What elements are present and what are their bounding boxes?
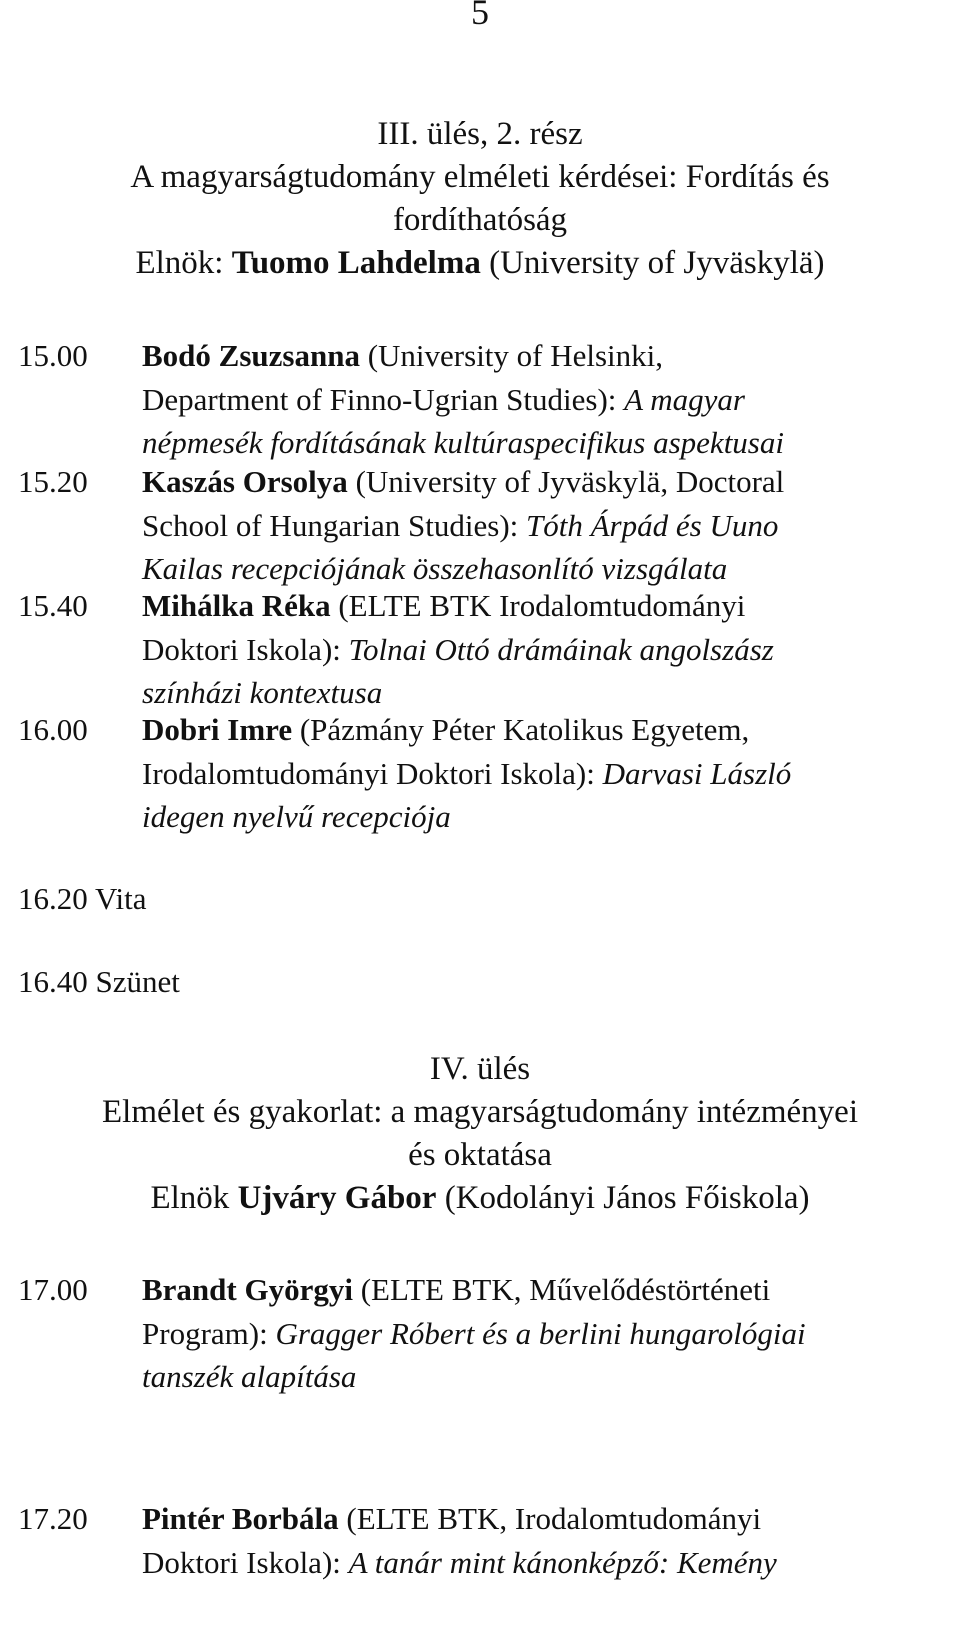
affiliation: Doktori Iskola): — [142, 1544, 349, 1580]
talk-title: Tóth Árpád és Uuno — [526, 507, 779, 543]
entry-body — [142, 1268, 932, 1399]
speaker-name: Brandt Györgyi — [142, 1272, 353, 1307]
affiliation: (ELTE BTK Irodalomtudományi — [330, 588, 746, 623]
session-4-heading: IV. ülés — [429, 1051, 531, 1087]
session-4-topic-line2: és oktatása — [408, 1137, 552, 1173]
talk-title: Darvasi László — [602, 755, 792, 791]
affiliation: (Pázmány Péter Katolikus Egyetem, — [292, 712, 750, 747]
speaker-name: Pintér Borbála — [142, 1501, 339, 1536]
affiliation: School of Hungarian Studies): — [142, 507, 527, 543]
entry-body — [142, 334, 932, 465]
affiliation: Doktori Iskola): — [142, 631, 349, 667]
affiliation: Department of Finno-Ugrian Studies): — [142, 381, 625, 417]
pause-item: 16.40 Szünet — [18, 964, 180, 999]
affiliation: (ELTE BTK, Irodalomtudományi — [338, 1501, 762, 1536]
talk-title: színházi kontextusa — [142, 675, 383, 710]
speaker-name: Kaszás Orsolya — [142, 464, 348, 499]
session-3-header — [0, 113, 960, 285]
entry-time: 16.00 — [18, 712, 88, 747]
talk-title: népmesék fordításának kultúraspecifikus aspektusai — [142, 425, 784, 460]
affiliation: (University of Jyväskylä, Doctoral — [347, 464, 785, 499]
chair-prefix: Elnök — [150, 1180, 238, 1216]
session-3-topic-line1: A magyarságtudomány elméleti kérdései: Fordítás és — [130, 159, 830, 195]
entry-time: 15.20 — [18, 464, 88, 499]
talk-title: Gragger Róbert és a berlini hungarológiai — [275, 1315, 806, 1351]
debate-item: 16.20 Vita — [18, 881, 147, 916]
affiliation: (ELTE BTK, Művelődéstörténeti — [352, 1272, 771, 1307]
talk-title: A magyar — [624, 381, 745, 417]
chair-affiliation: (University of Jyväskylä) — [480, 245, 825, 281]
entry-body — [142, 460, 932, 591]
entry-time: 17.20 — [18, 1501, 88, 1536]
entry-body — [142, 584, 932, 715]
speaker-name: Mihálka Réka — [142, 588, 331, 623]
talk-title: Kailas recepciójának összehasonlító vizsgálata — [142, 551, 728, 586]
talk-title: Tolnai Ottó drámáinak angolszász — [348, 631, 774, 667]
session-4-topic-line1: Elmélet és gyakorlat: a magyarságtudomány intézményei — [102, 1094, 858, 1130]
page-number: 5 — [471, 0, 489, 32]
session-4-chair — [0, 1177, 960, 1220]
affiliation: Irodalomtudományi Doktori Iskola): — [142, 755, 603, 791]
affiliation: (University of Helsinki, — [359, 338, 664, 373]
session-3-topic-line2: fordíthatóság — [392, 202, 568, 238]
entry-time: 15.40 — [18, 588, 88, 623]
entry-time: 17.00 — [18, 1272, 88, 1307]
entry-body — [142, 708, 932, 839]
chair-name: Tuomo Lahdelma — [231, 245, 481, 281]
affiliation: Program): — [142, 1315, 276, 1351]
entry-body — [142, 1497, 932, 1584]
chair-name: Ujváry Gábor — [237, 1180, 437, 1216]
speaker-name: Dobri Imre — [142, 712, 293, 747]
session-3-heading: III. ülés, 2. rész — [377, 116, 583, 152]
session-3-chair — [0, 242, 960, 285]
entry-time: 15.00 — [18, 338, 88, 373]
session-4-header — [0, 1048, 960, 1220]
chair-prefix: Elnök: — [135, 245, 232, 281]
chair-affiliation: (Kodolányi János Főiskola) — [436, 1180, 810, 1216]
talk-title: A tanár mint kánonképző: Kemény — [348, 1544, 777, 1580]
talk-title: tanszék alapítása — [142, 1359, 357, 1394]
talk-title: idegen nyelvű recepciója — [142, 799, 451, 834]
speaker-name: Bodó Zsuzsanna — [142, 338, 360, 373]
